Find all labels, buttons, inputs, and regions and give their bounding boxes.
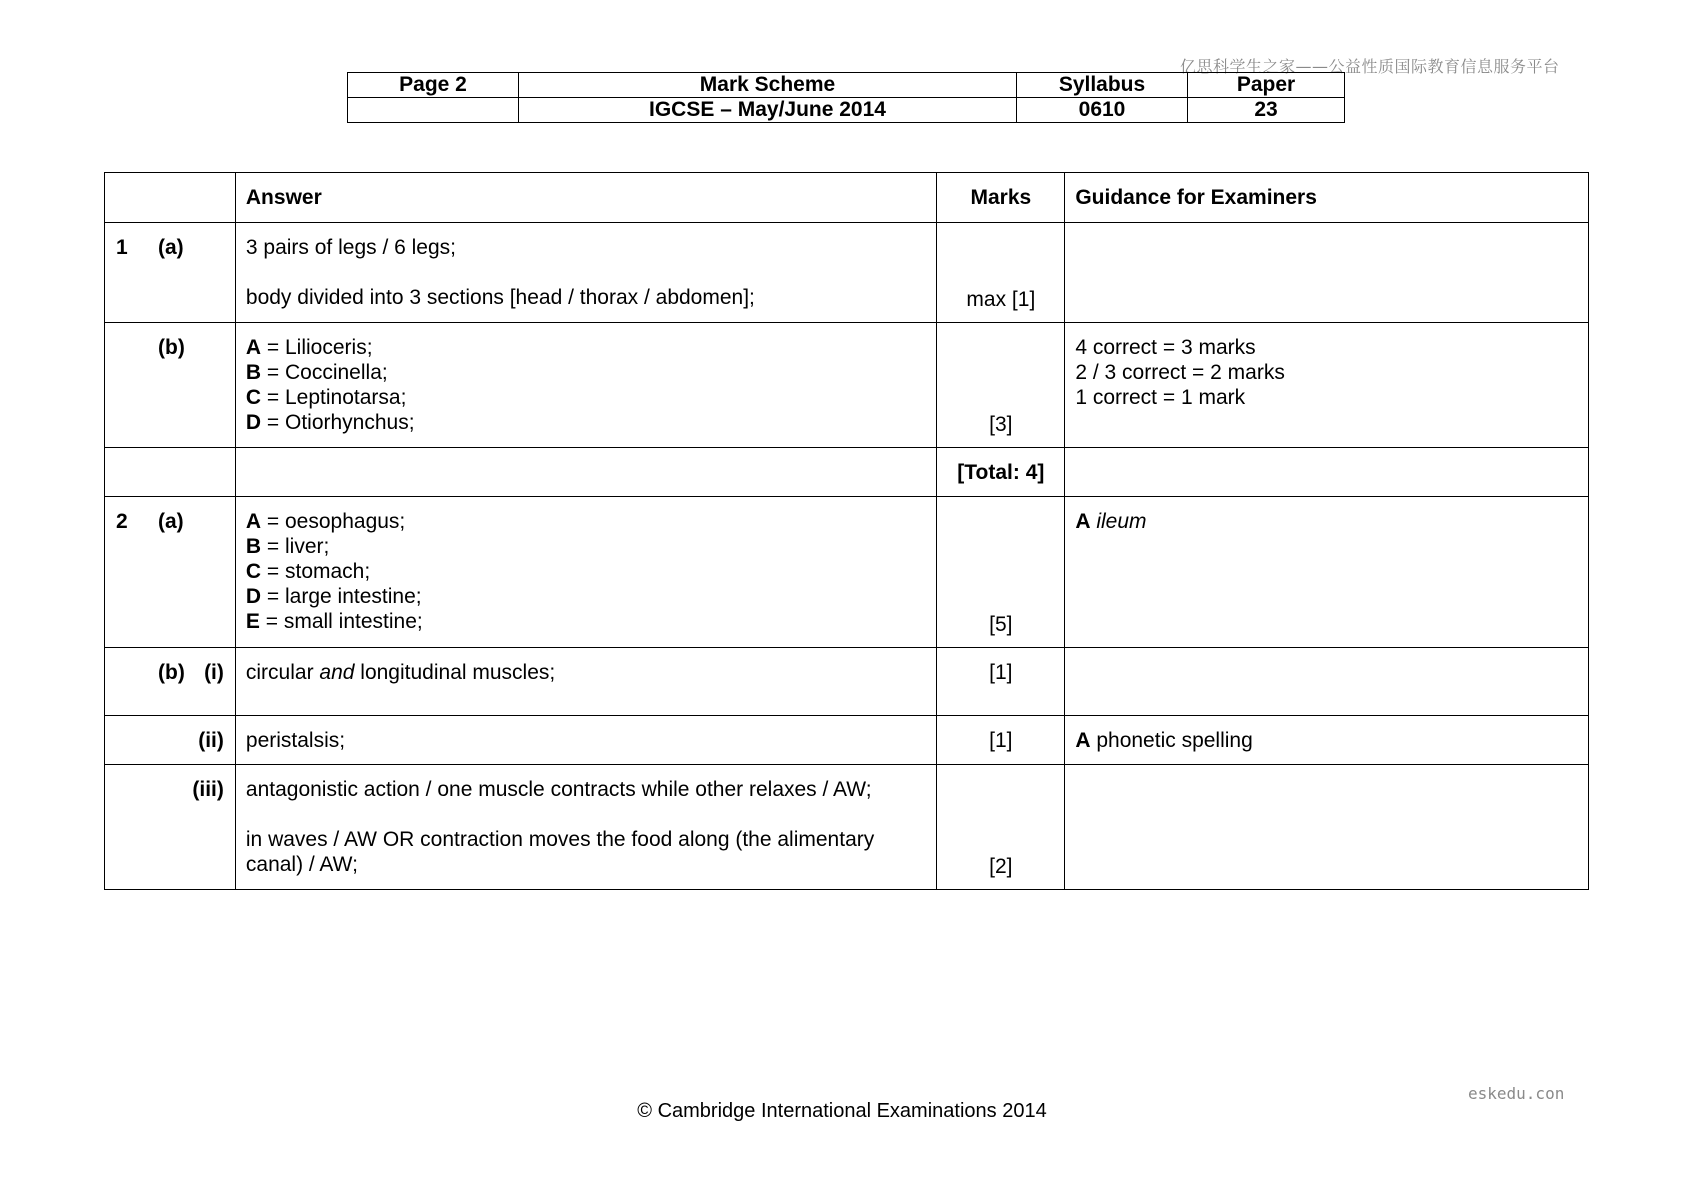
guidance-cell: A phonetic spelling <box>1065 716 1589 765</box>
marks-cell <box>937 497 1065 648</box>
header-blank <box>348 98 519 123</box>
table-row <box>105 716 1589 765</box>
question-number: 1 <box>116 236 128 259</box>
guidance-cell <box>1065 323 1589 448</box>
header-paper-value: 23 <box>1188 98 1345 123</box>
guidance-cell: A ileum <box>1065 497 1589 648</box>
question-cell <box>105 765 236 890</box>
watermark-bottom: eskedu.con <box>1468 1084 1565 1103</box>
answer-cell: peristalsis; <box>235 716 936 765</box>
answer-line: 3 pairs of legs / 6 legs; <box>245 236 457 259</box>
column-header-marks: Marks <box>937 173 1065 223</box>
question-number: 2 <box>116 510 128 533</box>
question-cell <box>105 716 236 765</box>
answer-line: E = small intestine; <box>245 610 423 633</box>
question-part: (b) <box>158 336 185 359</box>
answer-line: A = oesophagus; <box>245 510 406 533</box>
question-cell <box>105 497 236 648</box>
guidance-cell <box>1065 765 1589 890</box>
answer-line: C = stomach; <box>245 560 371 583</box>
answer-line: B = liver; <box>245 535 330 558</box>
question-part: (a) <box>158 510 184 533</box>
guidance-cell <box>1065 223 1589 323</box>
header-table <box>347 72 1345 123</box>
answer-line: body divided into 3 sections [head / thorax / abdomen]; <box>245 286 755 309</box>
table-row <box>105 648 1589 716</box>
answer-line: antagonistic action / one muscle contracts while other relaxes / AW; <box>245 778 872 801</box>
footer-copyright: © Cambridge International Examinations 2014 <box>637 1100 1047 1122</box>
total-marks: [Total: 4] <box>937 448 1065 497</box>
marks-value: [1] <box>989 661 1013 684</box>
guidance-line: 2 / 3 correct = 2 marks <box>1075 361 1285 384</box>
header-paper-label: Paper <box>1188 73 1345 98</box>
answer-cell: circular and longitudinal muscles; <box>235 648 936 716</box>
watermark-top: 亿思科学生之家——公益性质国际教育信息服务平台 <box>1180 57 1560 76</box>
guidance-line: 1 correct = 1 mark <box>1075 386 1246 409</box>
marks-value: [5] <box>989 613 1013 636</box>
answer-line: B = Coccinella; <box>245 361 388 384</box>
answer-line: in waves / AW OR contraction moves the food along (the alimentary <box>245 828 875 851</box>
table-row <box>105 323 1589 448</box>
marks-value: max [1] <box>966 288 1036 311</box>
table-row <box>105 497 1589 648</box>
marks-value: [3] <box>989 413 1013 436</box>
column-header-answer: Answer <box>235 173 936 223</box>
question-part: (a) <box>158 236 184 259</box>
answer-line: A = Lilioceris; <box>245 336 373 359</box>
question-cell <box>105 323 236 448</box>
header-page: Page 2 <box>348 73 519 98</box>
question-subpart: (iii) <box>192 778 224 801</box>
guidance-cell <box>1065 648 1589 716</box>
answer-line: canal) / AW; <box>245 853 358 876</box>
answer-cell <box>235 223 936 323</box>
question-cell <box>105 223 236 323</box>
marks-cell <box>937 716 1065 765</box>
marks-value: [2] <box>989 855 1013 878</box>
answer-cell <box>235 497 936 648</box>
header-syllabus-label: Syllabus <box>1017 73 1188 98</box>
question-subpart: (i) <box>204 661 224 684</box>
header-syllabus-value: 0610 <box>1017 98 1188 123</box>
marks-cell <box>937 323 1065 448</box>
answer-cell <box>235 765 936 890</box>
marks-cell <box>937 765 1065 890</box>
header-exam: IGCSE – May/June 2014 <box>519 98 1017 123</box>
marks-cell <box>937 223 1065 323</box>
answer-cell <box>235 323 936 448</box>
table-row <box>105 223 1589 323</box>
marks-cell <box>937 648 1065 716</box>
marks-value: [1] <box>989 729 1013 752</box>
answer-line: D = large intestine; <box>245 585 422 608</box>
question-part: (b) <box>158 661 185 684</box>
header-mark-scheme: Mark Scheme <box>519 73 1017 98</box>
header-question-cell <box>105 173 236 223</box>
guidance-line: 4 correct = 3 marks <box>1075 336 1256 359</box>
table-row <box>105 448 1589 497</box>
question-subpart: (ii) <box>198 729 224 752</box>
table-row <box>105 765 1589 890</box>
question-cell <box>105 648 236 716</box>
column-header-guidance: Guidance for Examiners <box>1065 173 1589 223</box>
mark-scheme-table <box>104 172 1589 890</box>
answer-line: D = Otiorhynchus; <box>245 411 415 434</box>
answer-line: C = Leptinotarsa; <box>245 386 407 409</box>
